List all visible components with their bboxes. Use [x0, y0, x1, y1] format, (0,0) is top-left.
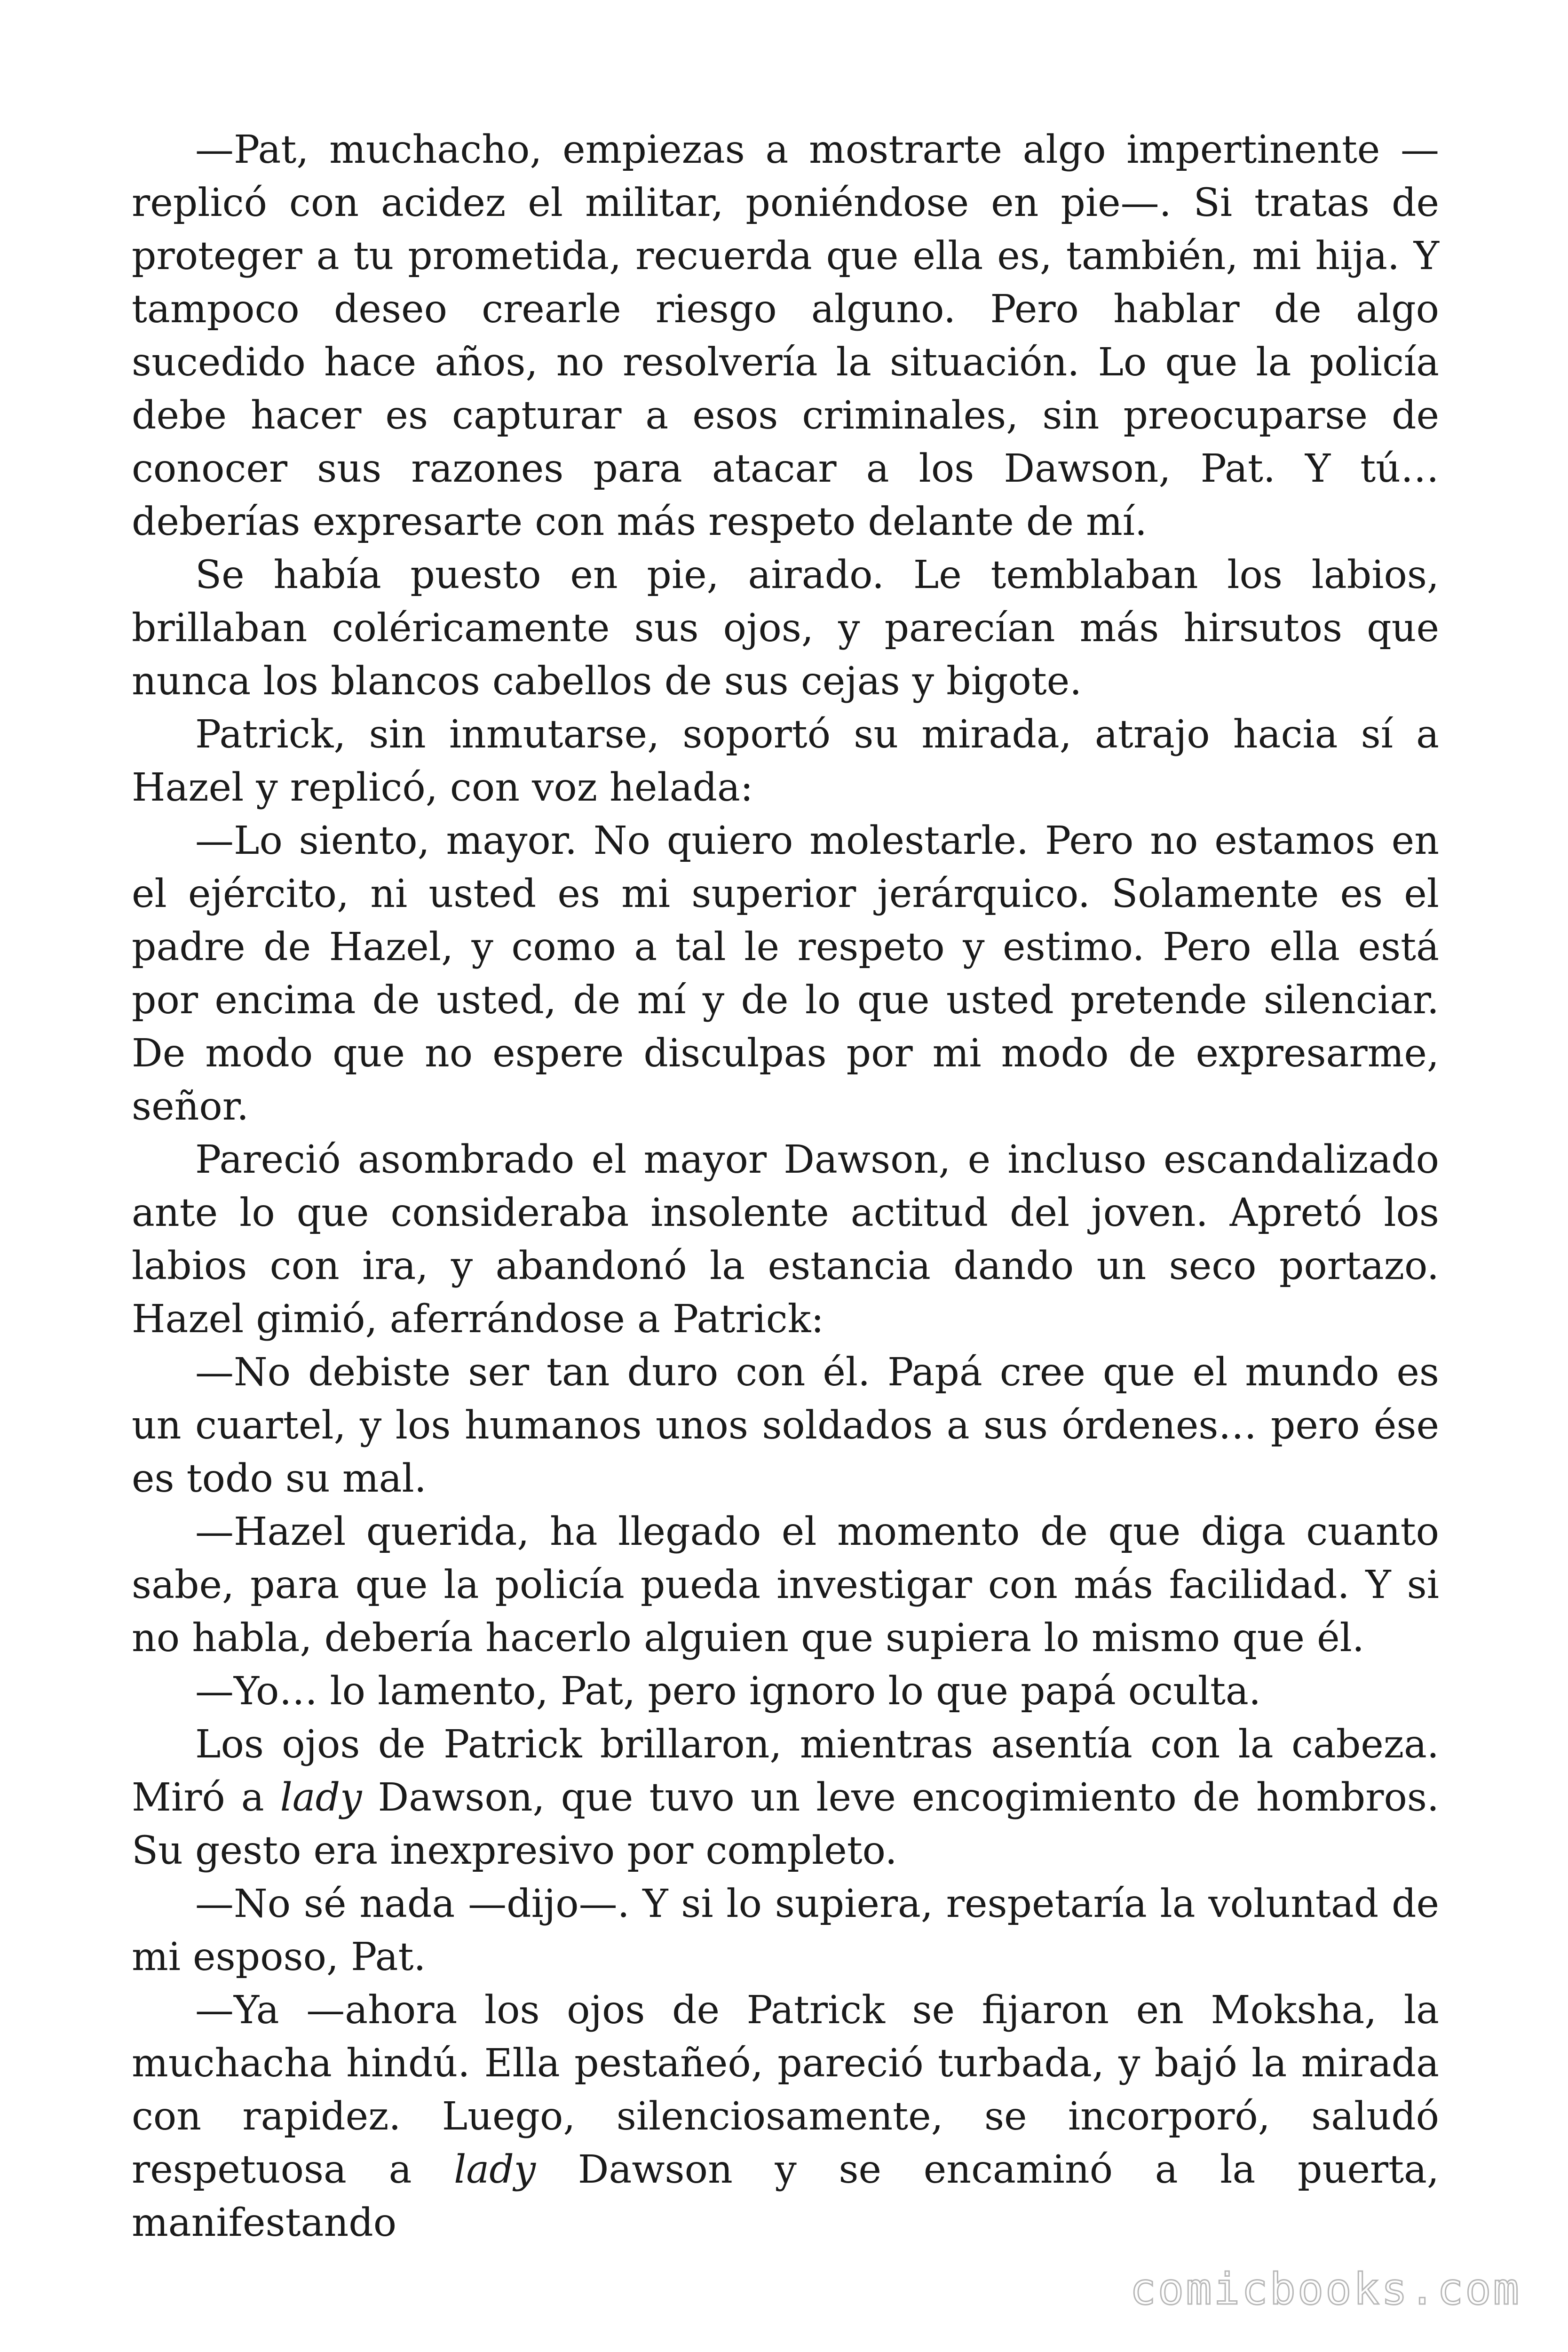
- paragraph: —No debiste ser tan duro con él. Papá cree que el mundo es un cuartel, y los humanos unos soldados a sus órdenes… pero ése es todo su mal.: [132, 1350, 1439, 1501]
- italic-word: lady: [280, 1775, 362, 1820]
- paragraph: —Lo siento, mayor. No quiero molestarle. Pero no estamos en el ejército, ni usted es mi superior jerárquico. Solamente es el padre de Hazel, y como a tal le respeto y estimo. Pero ella está por encima de usted, de mí y de lo que usted pretende silenciar. De modo que no espere disculpas por mi modo de expresarme, señor.: [132, 818, 1439, 1129]
- paragraph: —No sé nada —dijo—. Y si lo supiera, respetaría la voluntad de mi esposo, Pat.: [132, 1882, 1439, 1979]
- paragraph-last: [132, 1984, 1439, 2249]
- watermark-logo: comicbooks.com: [1130, 2264, 1521, 2314]
- page-body: [132, 123, 1439, 2249]
- text-segment: Los ojos de Patrick brillaron, mientras asentía con la cabeza. Miró a: [132, 1722, 1439, 1820]
- italic-word: lady: [454, 2147, 536, 2192]
- paragraph: Patrick, sin inmutarse, soportó su mirada, atrajo hacia sí a Hazel y replicó, con voz helada:: [132, 712, 1439, 810]
- paragraph: Pareció asombrado el mayor Dawson, e incluso escandalizado ante lo que consideraba insolente actitud del joven. Apretó los labios con ira, y abandonó la estancia dando un seco portazo. Hazel gimió, aferrándose a Patrick:: [132, 1137, 1439, 1342]
- text-segment: Dawson y se encaminó a la puerta, manifestando: [132, 2147, 1439, 2245]
- text-segment: Dawson, que tuvo un leve encogimiento de hombros. Su gesto era inexpresivo por completo.: [132, 1775, 1439, 1873]
- paragraph: Se había puesto en pie, airado. Le temblaban los labios, brillaban coléricamente sus ojos, y parecían más hirsutos que nunca los blancos cabellos de sus cejas y bigote.: [132, 553, 1439, 704]
- paragraph: [132, 1718, 1439, 1877]
- paragraph: —Yo… lo lamento, Pat, pero ignoro lo que papá oculta.: [195, 1669, 1261, 1714]
- text-segment: —Ya —ahora los ojos de Patrick se fijaron en Moksha, la muchacha hindú. Ella pestañeó, pareció turbada, y bajó la mirada con rapidez. Luego, silenciosamente, se incorporó, saludó respetuosa a: [132, 1988, 1439, 2192]
- paragraph: —Pat, muchacho, empiezas a mostrarte algo impertinente —replicó con acidez el militar, poniéndose en pie—. Si tratas de proteger a tu prometida, recuerda que ella es, también, mi hija. Y tampoco deseo crearle riesgo alguno. Pero hablar de algo sucedido hace años, no resolvería la situación. Lo que la policía debe hacer es capturar a esos criminales, sin preocuparse de conocer sus razones para atacar a los Dawson, Pat. Y tú… deberías expresarte con más respeto delante de mí.: [132, 127, 1439, 544]
- paragraph: —Hazel querida, ha llegado el momento de que diga cuanto sabe, para que la policía pueda investigar con más facilidad. Y si no habla, debería hacerlo alguien que supiera lo mismo que él.: [132, 1510, 1439, 1661]
